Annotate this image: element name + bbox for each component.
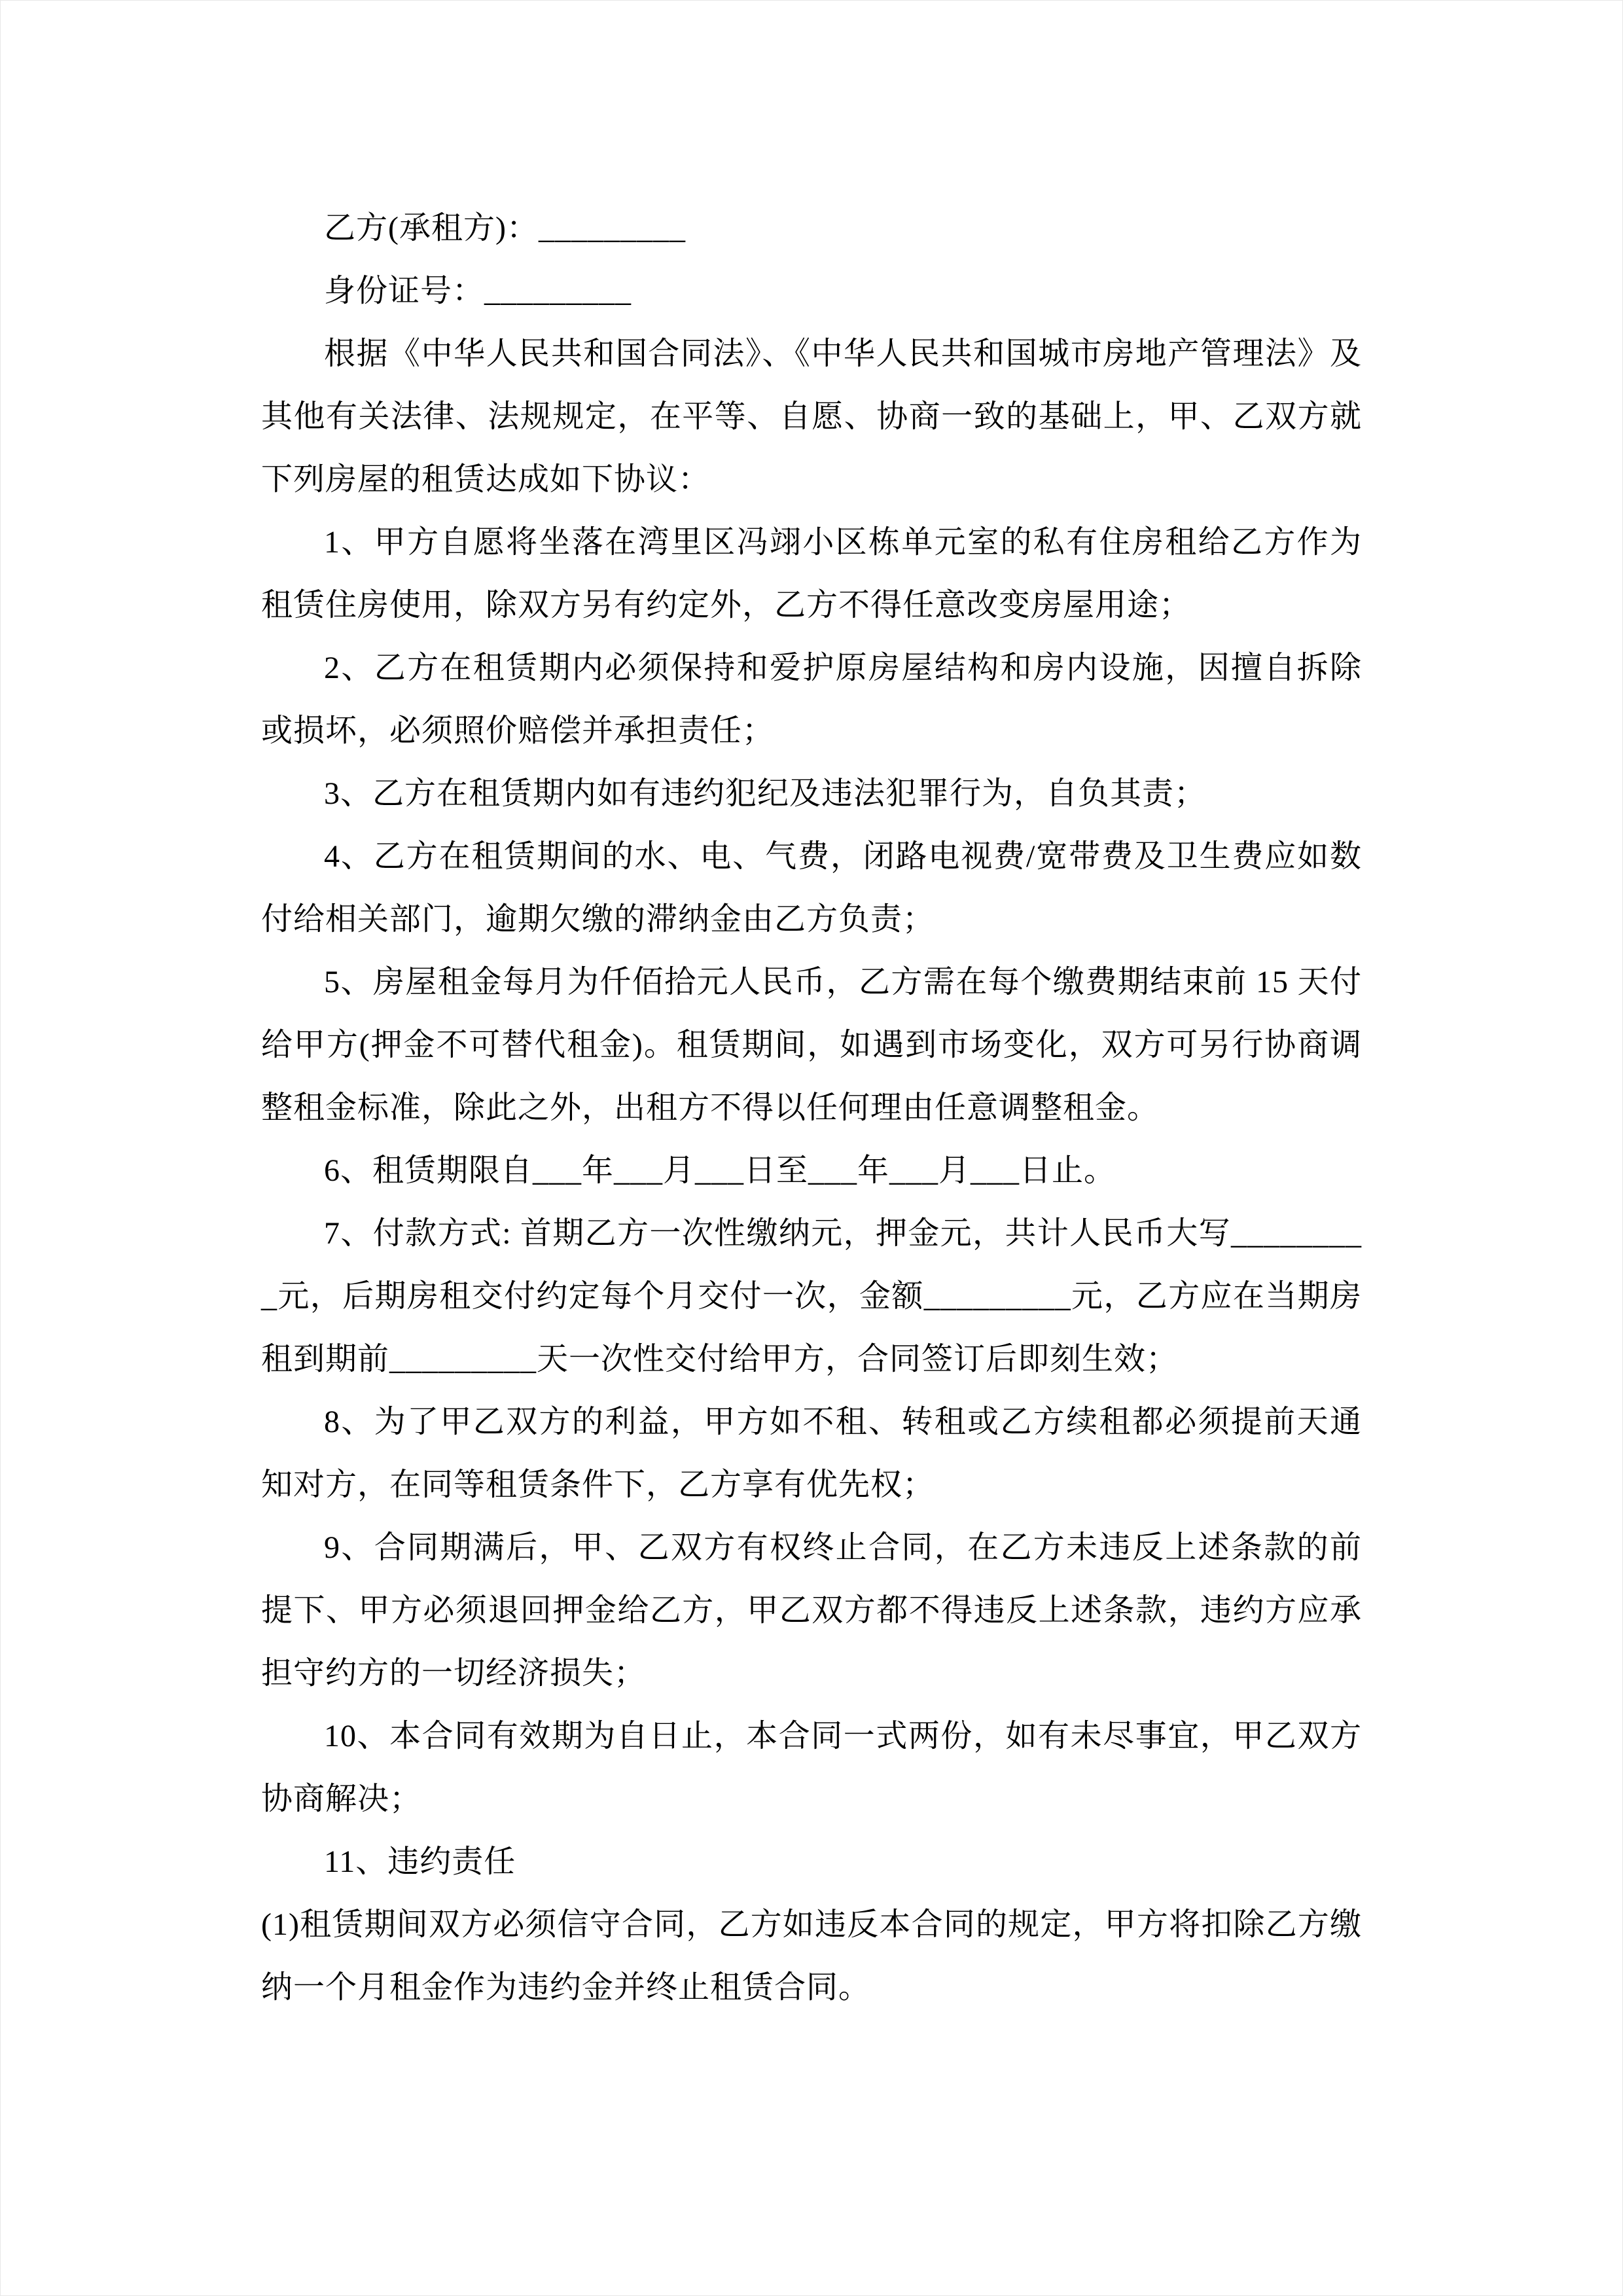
paragraph: 11、违约责任 (324, 1844, 516, 1879)
paragraph: 1、甲方自愿将坐落在湾里区冯翊小区栋单元室的私有住房租给乙方作为租赁住房使用，除双方另有约定外，乙方不得任意改变房屋用途； (261, 525, 1362, 622)
paragraph: 4、乙方在租赁期间的水、电、气费，闭路电视费/宽带费及卫生费应如数付给相关部门，逾期欠缴的滞纳金由乙方负责； (261, 839, 1362, 937)
document-body (1, 1, 1622, 2019)
paragraph: (1)租赁期间双方必须信守合同，乙方如违反本合同的规定，甲方将扣除乙方缴纳一个月租金作为违约金并终止租赁合同。 (261, 1907, 1362, 2005)
paragraph: 身份证号：_________ (324, 274, 632, 308)
paragraph: 3、乙方在租赁期内如有违约犯纪及违法犯罪行为，自负其责； (324, 776, 1207, 811)
paragraph: 6、租赁期限自___年___月___日至___年___月___日止。 (324, 1153, 1116, 1188)
paragraph: 根据《中华人民共和国合同法》、《中华人民共和国城市房地产管理法》及其他有关法律、法规规定，在平等、自愿、协商一致的基础上，甲、乙双方就下列房屋的租赁达成如下协议： (261, 336, 1362, 497)
paragraph: 10、本合同有效期为自日止，本合同一式两份，如有未尽事宜，甲乙双方协商解决； (261, 1719, 1362, 1816)
paragraph: 乙方(承租方)：_________ (324, 211, 686, 245)
paragraph: 8、为了甲乙双方的利益，甲方如不租、转租或乙方续租都必须提前天通知对方，在同等租赁条件下，乙方享有优先权； (261, 1405, 1362, 1502)
paragraph: 2、乙方在租赁期内必须保持和爱护原房屋结构和房内设施，因擅自拆除或损坏，必须照价赔偿并承担责任； (261, 651, 1362, 748)
paragraph: 9、合同期满后，甲、乙双方有权终止合同，在乙方未违反上述条款的前提下、甲方必须退回押金给乙方，甲乙双方都不得违反上述条款，违约方应承担守约方的一切经济损失； (261, 1530, 1362, 1691)
paragraph: 7、付款方式: 首期乙方一次性缴纳元，押金元，共计人民币大写_________元，后期房租交付约定每个月交付一次，金额_________元，乙方应在当期房租到期前_________天一次性交付给甲方，合同签订后即刻生效； (261, 1216, 1362, 1376)
paragraph: 5、房屋租金每月为仟佰拾元人民币，乙方需在每个缴费期结束前 15 天付给甲方(押金不可替代租金)。租赁期间，如遇到市场变化，双方可另行协商调整租金标准，除此之外，出租方不得以任何理由任意调整租金。 (261, 965, 1362, 1125)
